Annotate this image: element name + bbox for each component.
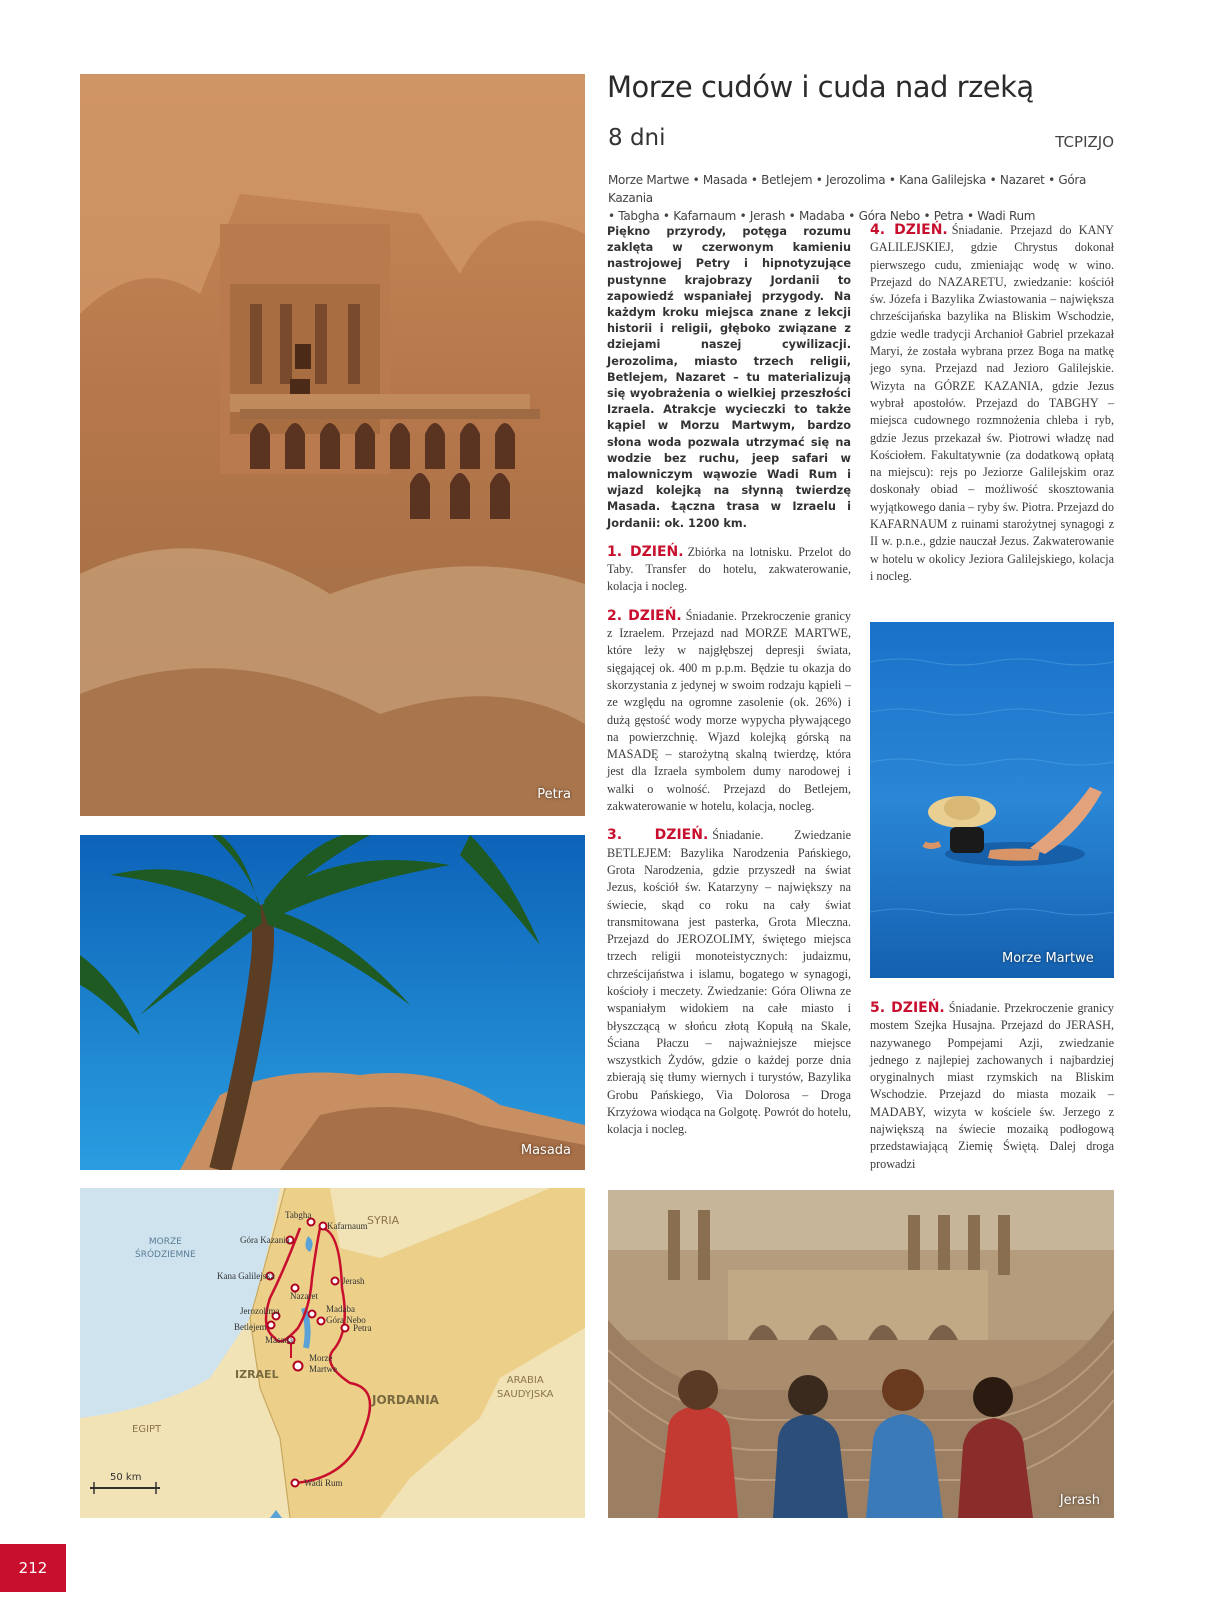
map-saudi-label: ARABIA bbox=[506, 1375, 544, 1386]
dead-sea-photo bbox=[870, 622, 1114, 978]
route-list bbox=[608, 171, 1114, 225]
map-place-gora-nebo: Góra Nebo bbox=[326, 1315, 366, 1325]
day-4 bbox=[870, 222, 1114, 585]
day-1-label: 1. DZIEŃ. bbox=[607, 543, 684, 560]
map-place-wadi-rum: Wadi Rum bbox=[304, 1478, 343, 1488]
map-israel-label: IZRAEL bbox=[235, 1368, 279, 1381]
day-4-text: Śniadanie. Przejazd do KANY GALILEJSKIEJ, gdzie Chrystus dokonał pierwszego cudu, zmieniając wodę w wino. Przejazd do NAZARETU, zwiedzanie: kościół św. Józefa i Bazylika Zwiastowania – największa chrześcijańska bazylika na Bliskim Wschodzie, gdzie wedle tradycji Archanioł Gabriel przekazał Maryi, że została wybrana przez Boga na matkę jego syna. Przejazd nad Jezioro Galilejskie. Wizyta na GÓRZE KAZANIA, gdzie Jezus wybrał apostołów. Przejazd do TABGHY – miejsca cudownego rozmnożenia chleba i ryb, gdzie Jezus przekazał św. Piotrowi władzę nad Kościołem. Fakultatywnie (za dodatkową opłatą na miejscu): rejs po Jeziorze Galilejskim oraz doskonały obiad – możliwość skosztowania wyjątkowego dania – ryby św. Piotra. Przejazd do KAFARNAUM z ruinami starożytnej synagogi z II w. p.n.e., gdzie nauczał Jezus. Zakwaterowanie w hotelu w okolicy Jeziora Galilejskiego, kolacja i nocleg. bbox=[870, 223, 1114, 583]
map-place-martwe: Martwe bbox=[309, 1364, 337, 1374]
day-1-text: Zbiórka na lotnisku. Przelot do Taby. Transfer do hotelu, zakwaterowanie, kolacja i nocleg. bbox=[607, 544, 852, 594]
route-line-1: Morze Martwe • Masada • Betlejem • Jerozolima • Kana Galilejska • Nazaret • Góra Kazania bbox=[608, 173, 1087, 205]
intro-paragraph: Piękno przyrody, potęga rozumu zaklęta w czerwonym kamieniu nastrojowej Petry i hipnotyzujące pustynne krajobrazy Jordanii to zapowiedź wspaniałej przygody. Na każdym kroku miejsca znane z lekcji historii i religii, głęboko związane z dziejami naszej cywilizacji. Jerozolima, miasto trzech religii, Betlejem, Nazaret – tu materializują się wyobrażenia o wielkiej przeszłości Izraela. Atrakcje wycieczki to także kąpiel w Morzu Martwym, bardzo słona woda pozwala utrzymać się na wodzie bez ruchu, jeep safari w malowniczym wąwozie Wadi Rum i wjazd kolejką na słynną twierdzę Masada. Łączna trasa w Izraelu i Jordanii: ok. 1200 km. bbox=[607, 225, 851, 530]
map-place-nazaret: Nazaret bbox=[290, 1291, 318, 1301]
day-5-label: 5. DZIEŃ. bbox=[870, 1000, 945, 1016]
map-place-kafarnaum: Kafarnaum bbox=[327, 1221, 368, 1231]
map-place-tabgha: Tabgha bbox=[285, 1210, 312, 1220]
day-2-label: 2. DZIEŃ. bbox=[607, 607, 682, 624]
map-egypt-label: EGIPT bbox=[132, 1424, 162, 1435]
text-column-right-bottom bbox=[870, 1000, 1114, 1173]
masada-caption: Masada bbox=[520, 1143, 571, 1158]
map-place-petra: Petra bbox=[353, 1323, 372, 1333]
route-map bbox=[80, 1188, 585, 1518]
map-place-jerash: Jerash bbox=[342, 1276, 365, 1286]
map-jordan-label: JORDANIA bbox=[372, 1393, 439, 1407]
text-column-left bbox=[607, 224, 851, 1139]
map-place-kana: Kana Galilejska bbox=[217, 1271, 275, 1281]
day-3-text: Śniadanie. Zwiedzanie BETLEJEM: Bazylika Narodzenia Pańskiego, Grota Narodzenia, gdzie przyszedł na świat Jezus, kościół św. Katarzyny – największy na świecie, skąd co roku na cały świat transmitowana jest pasterka, Grota Mleczna. Przejazd do JEROZOLIMY, świętego miejsca trzech religii monoteistycznych: judaizmu, chrześcijaństwa i islamu, bogatego w synagogi, kościoły i meczety. Zwiedzanie: Góra Oliwna ze wspaniałym widokiem na całe miasto i błyszczącą w słońcu złotą Kopułą na Skale, Ściana Płaczu – najważniejsze miejsce wszystkich Żydów, gdzie o każdej porze dnia zbierają się tłumy wiernych i turystów, Bazylika Grobu Pańskiego, Via Dolorosa – Droga Krzyżowa wiodąca na Golgotę. Powrót do hotelu, kolacja i nocleg. bbox=[607, 828, 852, 1137]
day-3-label: 3. DZIEŃ. bbox=[607, 827, 709, 844]
page-number: 212 bbox=[0, 1544, 66, 1592]
petra-photo bbox=[80, 74, 585, 816]
map-place-morze: Morze bbox=[309, 1353, 333, 1363]
day-4-label: 4. DZIEŃ. bbox=[870, 222, 948, 238]
day-5 bbox=[870, 1000, 1114, 1173]
map-place-betlejem: Betlejem bbox=[234, 1322, 267, 1332]
trip-code: TCPIZJO bbox=[1055, 133, 1114, 151]
jerash-caption: Jerash bbox=[1059, 1493, 1100, 1508]
petra-caption: Petra bbox=[537, 787, 571, 802]
day-5-text: Śniadanie. Przekroczenie granicy mostem Szejka Husajna. Przejazd do JERASH, nazywanego Pompejami Azji, zwiedzanie jednego z najlepiej zachowanych i najbardziej oryginalnych miast rzymskich na Bliskim Wschodzie. Przejazd do miasta mozaik – MADABY, wizyta w kościele św. Jerzego z największą na świecie mozaiką podłogową przedstawiającą Ziemię Świętą. Dalej droga prowadzi bbox=[870, 1001, 1115, 1171]
map-place-jerozolima: Jerozolima bbox=[240, 1306, 280, 1316]
map-place-masada: Masada bbox=[265, 1335, 293, 1345]
map-saudi-label-2: SAUDYJSKA bbox=[497, 1389, 554, 1400]
map-syria-label: SYRIA bbox=[367, 1214, 400, 1227]
page-title: Morze cudów i cuda nad rzeką bbox=[607, 70, 1034, 104]
masada-photo bbox=[80, 835, 585, 1170]
route-line-2: • Tabgha • Kafarnaum • Jerash • Madaba • Góra Nebo • Petra • Wadi Rum bbox=[608, 209, 1036, 223]
trip-duration: 8 dni bbox=[608, 125, 666, 151]
map-place-gora-kazania: Góra Kazania bbox=[240, 1235, 290, 1245]
day-3 bbox=[607, 827, 851, 1138]
jerash-photo bbox=[608, 1190, 1114, 1518]
map-place-madaba: Madaba bbox=[326, 1304, 355, 1314]
map-scale-label: 50 km bbox=[110, 1472, 142, 1483]
map-sea-label-2: ŚRÓDZIEMNE bbox=[135, 1250, 196, 1260]
text-column-right bbox=[870, 222, 1114, 585]
day-1 bbox=[607, 544, 851, 596]
dead-sea-caption: Morze Martwe bbox=[1002, 951, 1094, 966]
day-2 bbox=[607, 608, 851, 816]
map-sea-label: MORZE bbox=[148, 1237, 182, 1247]
day-2-text: Śniadanie. Przekroczenie granicy z Izraelem. Przejazd nad MORZE MARTWE, które leży w najgłębszej depresji świata, sięgającej ok. 400 m p.p.m. Będzie tu okazja do skorzystania z jedynej w swoim rodzaju kąpieli – ze względu na ogromne zasolenie (ok. 26%) i dużą gęstość wody morze wypycha pływającego na powierzchnię. Wjazd kolejką górską na MASADĘ – starożytną skalną twierdzę, która jest dla Izraela symbolem dumy narodowej i walki o wolność. Przejazd do Betlejem, zakwaterowanie w hotelu, kolacja, nocleg. bbox=[607, 608, 852, 814]
